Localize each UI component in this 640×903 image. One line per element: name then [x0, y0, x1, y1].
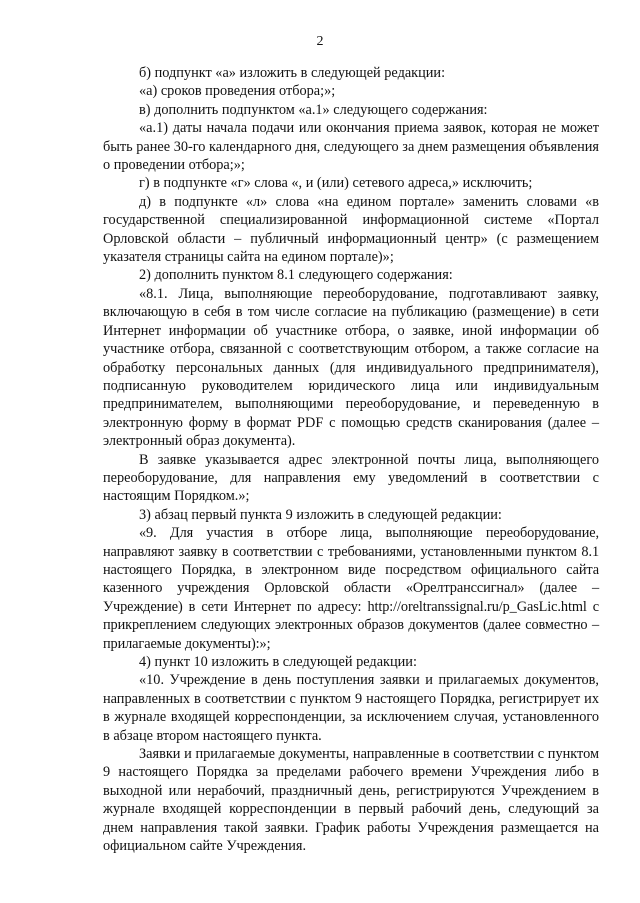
paragraph-10-text: «10. Учреждение в день поступления заявки и прилагаемых документов, направленных в соответствии с пунктом 9 настоящего Порядка, регистрирует их в журнале входящей корреспонденции, за исключением случая, установленного в абзаце втором настоящего пункта. — [103, 672, 599, 744]
paragraph-a1-dates: «а.1) даты начала подачи или окончания приема заявок, которая не может быть ранее 30-го календарного дня, следующего за днем размещения объявления о проведении отбора;»; — [103, 120, 599, 174]
paragraph-8-1-text: «8.1. Лица, выполняющие переоборудование, подготавливают заявку, включающую в себя в том числе согласие на публикацию (размещение) в сети Интернет информации об участнике отбора, о заявке, иной информации об участнике отбора, связанной с соответствующим отбором, а также согласие на обработку персональных данных (для индивидуального предпринимателя), подписанную руководителем юридического лица или индивидуальным предпринимателем, выполняющими переоборудование, и переведенную в электронную форму в формат PDF с помощью средств сканирования (далее – электронный образ документа). — [103, 285, 599, 450]
paragraph-4-point-10: 4) пункт 10 изложить в следующей редакции: — [139, 654, 417, 670]
paragraph-a-deadlines: «а) сроков проведения отбора;»; — [139, 83, 336, 100]
paragraph-v-add-subpoint: в) дополнить подпунктом «а.1» следующего содержания: — [139, 101, 488, 118]
paragraph-email: В заявке указывается адрес электронной почты лица, выполняющего переоборудование, для направления ему уведомлений в соответствии с настоящим Порядком.»; — [103, 451, 599, 505]
document-body — [103, 64, 599, 855]
paragraph-registration: Заявки и прилагаемые документы, направленные в соответствии с пунктом 9 настоящего Порядка за пределами рабочего времени Учреждения либо в выходной или нерабочий, праздничный день, регистрируются Учреждением в журнале входящей корреспонденции в первый рабочий день, следующий за днем направления такой заявки. График работы Учреждения размещается на официальном сайте Учреждения. — [103, 746, 599, 855]
paragraph-g-exclude: г) в подпункте «г» слова «, и (или) сетевого адреса,» исключить; — [139, 175, 533, 192]
paragraph-3-point-9: 3) абзац первый пункта 9 изложить в следующей редакции: — [139, 506, 502, 523]
paragraph-2-add-8-1: 2) дополнить пунктом 8.1 следующего содержания: — [139, 267, 453, 284]
paragraph-9-text: «9. Для участия в отборе лица, выполняющие переоборудование, направляют заявку в соответствии с требованиями, установленными пунктом 8.1 настоящего Порядка, в электронном виде посредством официального сайта казенного учреждения Орловской области «Орелтранссигнал» (далее – Учреждение) в сети Интернет по адресу: http://oreltranssignal.ru/p_GasLic.html с прикреплением следующих электронных образов документов (далее совместно – прилагаемые документы):»; — [103, 525, 599, 652]
paragraph-d-replace: д) в подпункте «л» слова «на едином портале» заменить словами «в государственной специализированной информационной системе «Портал Орловской области – публичный информационный центр» (с размещением указателя страницы сайта на едином портале)»; — [103, 193, 599, 266]
paragraph-b-subpoint-a: б) подпункт «а» изложить в следующей редакции: — [139, 65, 446, 81]
page-number: 2 — [316, 34, 324, 49]
